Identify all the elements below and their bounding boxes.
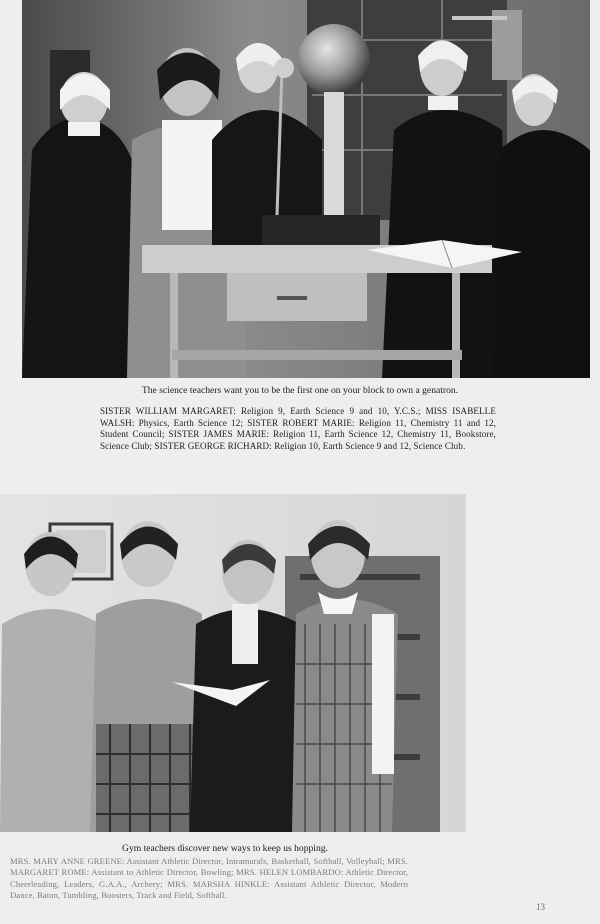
gym-teachers-photo-drawing	[0, 494, 466, 832]
science-teachers-photo-drawing	[22, 0, 590, 378]
gym-teachers-photo	[0, 494, 466, 832]
gym-teachers-names: MRS. MARY ANNE GREENE: Assistant Athletic Director, Intramurals, Basketball, Softball, Volleyball; MRS. MARGARET ROME: Assistant to Athletic Director, Bowling; MRS. HELEN LOMBARDO: Athletic Director, Cheerleading, Leaders, G.A.A., Archery; MRS. MARSHA HINKLE: Assistant Athletic Director, Modern Dance, Baton, Tumbling, Boosters, Track and Field, Softball.	[10, 856, 408, 901]
science-photo-caption: The science teachers want you to be the first one on your block to own a genatron.	[141, 385, 459, 396]
gym-photo-caption: Gym teachers discover new ways to keep us hopping.	[122, 843, 328, 854]
science-teachers-photo	[22, 0, 590, 378]
page-number: 13	[536, 902, 545, 912]
science-teachers-names: SISTER WILLIAM MARGARET: Religion 9, Earth Science 9 and 10, Y.C.S.; MISS ISABELLE WALSH: Physics, Earth Science 12; SISTER ROBERT MARIE: Religion 11, Chemistry 11 and 12, Student Council; SISTER JAMES MARIE: Religion 11, Earth Science 12, Chemistry 11, Bookstore, Science Club; SISTER GEORGE RICHARD: Religion 10, Earth Science 9 and 12, Science Club.	[100, 406, 496, 451]
